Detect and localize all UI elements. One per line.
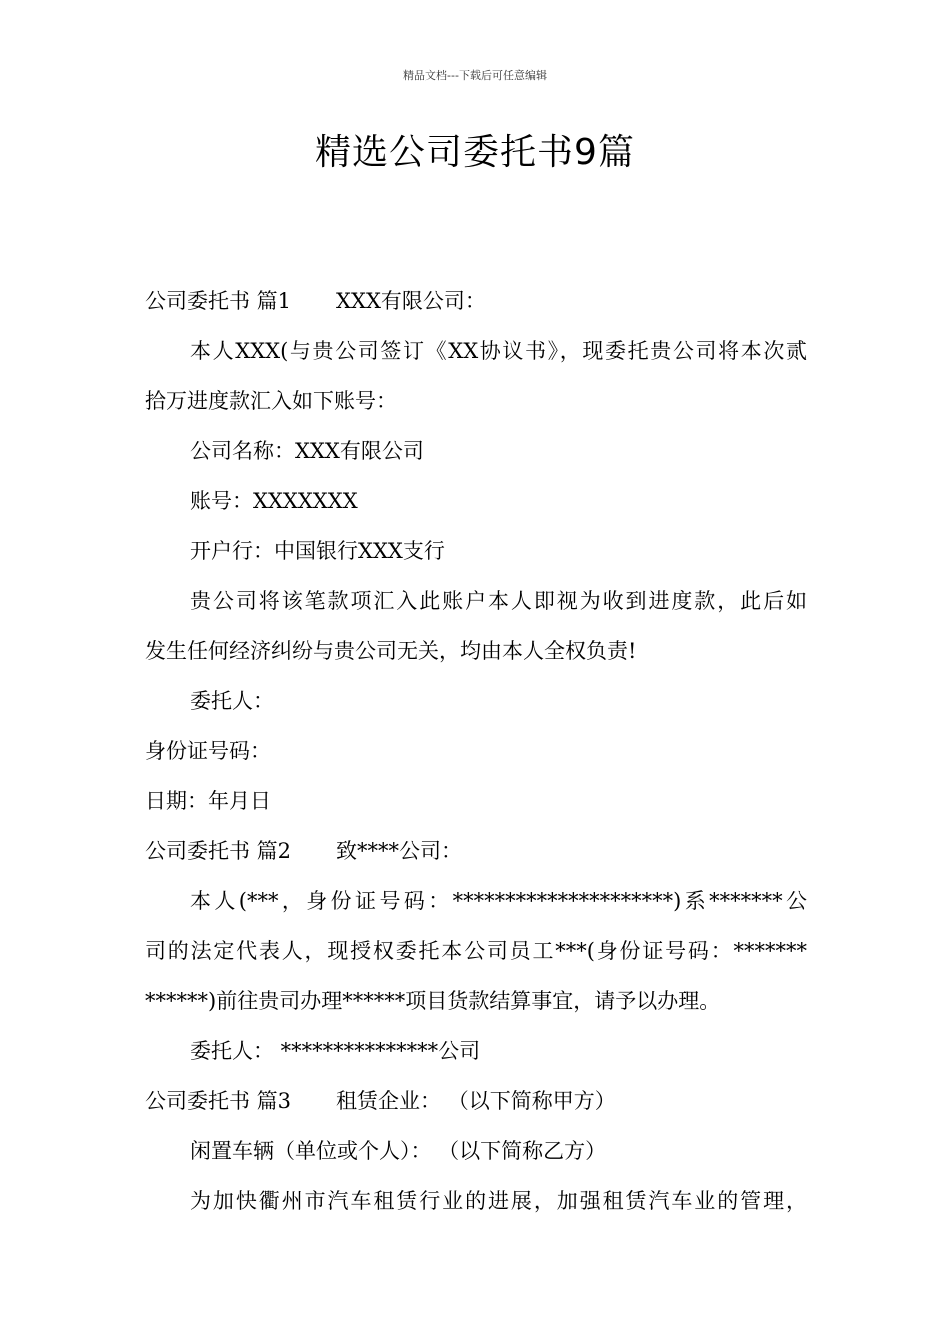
page-header-note: 精品文档---下载后可任意编辑 bbox=[403, 69, 547, 82]
paragraph-line: ******)前往贵司办理******项目货款结算事宜，请予以办理。 bbox=[145, 989, 721, 1013]
document-title: 精选公司委托书9篇 bbox=[315, 132, 635, 173]
addressee: 致****公司： bbox=[336, 839, 463, 863]
party-b-line: 闲置车辆（单位或个人）： （以下简称乙方） bbox=[190, 1139, 607, 1163]
id-number-line: 身份证号码： bbox=[145, 739, 271, 763]
company-name-line: 公司名称：XXX有限公司 bbox=[190, 439, 424, 463]
principal-line: 委托人： bbox=[190, 689, 274, 713]
paragraph-line: 本人(***，身份证号码：*********************)系*******公 bbox=[190, 889, 807, 913]
section-heading-2 bbox=[145, 826, 807, 876]
paragraph-line: 贵公司将该笔款项汇入此账户本人即视为收到进度款，此后如 bbox=[190, 589, 807, 613]
date-line: 日期：年月日 bbox=[145, 789, 271, 813]
section-label: 公司委托书 篇2 bbox=[145, 839, 292, 863]
paragraph-line: 司的法定代表人，现授权委托本公司员工***(身份证号码：******* bbox=[145, 939, 807, 963]
party-a: 租赁企业： （以下简称甲方） bbox=[336, 1089, 616, 1113]
addressee: XXX有限公司： bbox=[336, 289, 486, 313]
section-heading-3 bbox=[145, 1076, 807, 1126]
account-line: 账号：XXXXXXX bbox=[190, 489, 358, 513]
paragraph-line: 本人XXX(与贵公司签订《XX协议书》，现委托贵公司将本次贰 bbox=[190, 339, 807, 363]
section-label: 公司委托书 篇3 bbox=[145, 1089, 292, 1113]
paragraph-line: 拾万进度款汇入如下账号： bbox=[145, 389, 397, 413]
paragraph-line: 发生任何经济纠纷与贵公司无关，均由本人全权负责! bbox=[145, 639, 637, 663]
section-heading-1 bbox=[145, 276, 807, 326]
document-body bbox=[145, 276, 807, 1226]
bank-line: 开户行：中国银行XXX支行 bbox=[190, 539, 445, 563]
paragraph-line: 为加快衢州市汽车租赁行业的进展，加强租赁汽车业的管理， bbox=[190, 1189, 807, 1213]
section-label: 公司委托书 篇1 bbox=[145, 289, 292, 313]
principal-line: 委托人： ***************公司 bbox=[190, 1039, 481, 1063]
